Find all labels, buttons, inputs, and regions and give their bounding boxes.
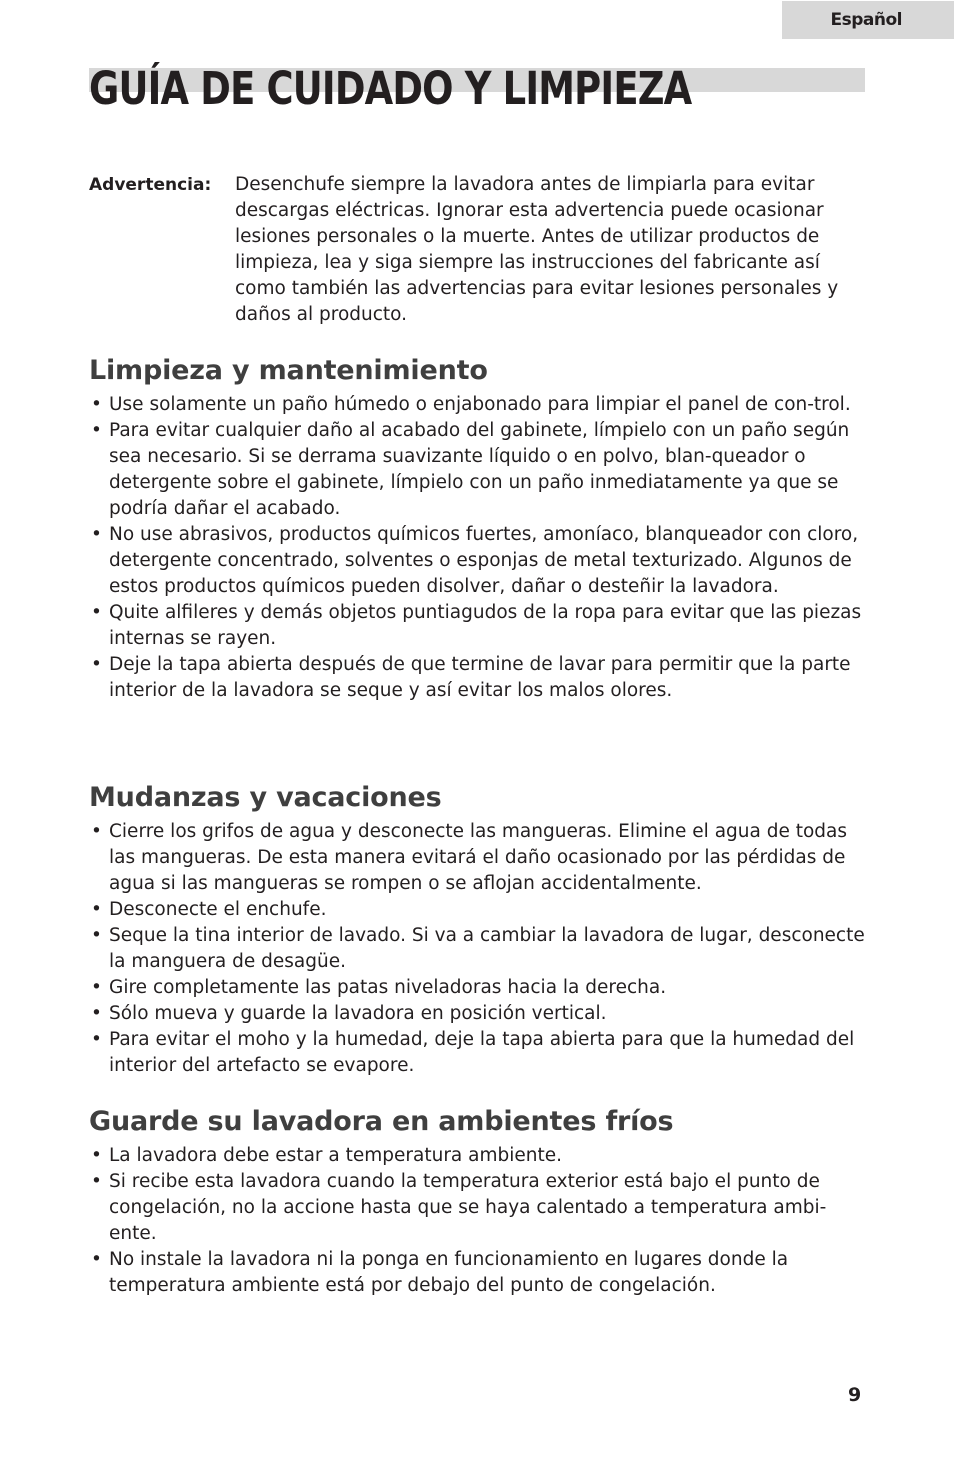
- list-item: • Cierre los grifos de agua y desconecte las mangueras. Elimine el agua de todas las mangueras. De esta manera evitará el daño ocasionado por las pérdidas de agua si las mangueras se rompen o se aflojan accidentalmente.: [89, 819, 869, 897]
- language-tab-label: Español: [830, 10, 902, 30]
- warning-label: Advertencia:: [89, 175, 212, 195]
- list-item: • Para evitar cualquier daño al acabado del gabinete, límpielo con un paño según sea necesario. Si se derrama suavizante líquido o en polvo, blan-queador o detergente sobre el gabinete, límpielo con un paño inmediatamente ya que se podría dañar el acabado.: [89, 418, 869, 522]
- page-title: GUÍA DE CUIDADO Y LIMPIEZA: [89, 62, 692, 115]
- list-item: • No use abrasivos, productos químicos fuertes, amoníaco, blanqueador con cloro, detergente concentrado, solventes o esponjas de metal texturizado. Algunos de estos productos químicos pueden disolver, dañar o desteñir la lavadora.: [89, 522, 869, 600]
- section-heading-cleaning: Limpieza y mantenimiento: [89, 355, 488, 386]
- page-number: 9: [848, 1384, 862, 1406]
- list-item: • Para evitar el moho y la humedad, deje la tapa abierta para que la humedad del interior del artefacto se evapore.: [89, 1027, 869, 1079]
- list-item: • Quite alfileres y demás objetos puntiagudos de la ropa para evitar que las piezas internas se rayen.: [89, 600, 869, 652]
- warning-block: [89, 172, 869, 328]
- section-heading-moving: Mudanzas y vacaciones: [89, 782, 442, 813]
- list-item: • Seque la tina interior de lavado. Si va a cambiar la lavadora de lugar, desconecte la manguera de desagüe.: [89, 923, 869, 975]
- list-item: • Deje la tapa abierta después de que termine de lavar para permitir que la parte interior de la lavadora se seque y así evitar los malos olores.: [89, 652, 869, 704]
- cleaning-list: [89, 392, 869, 704]
- list-item: • Si recibe esta lavadora cuando la temperatura exterior está bajo el punto de congelación, no la accione hasta que se haya calentado a temperatura ambi-ente.: [89, 1169, 869, 1247]
- section-heading-cold-storage: Guarde su lavadora en ambientes fríos: [89, 1106, 674, 1137]
- cold-storage-list: [89, 1143, 869, 1299]
- list-item: • No instale la lavadora ni la ponga en funcionamiento en lugares donde la temperatura ambiente está por debajo del punto de congelación.: [89, 1247, 869, 1299]
- language-tab: [782, 1, 954, 39]
- list-item: • La lavadora debe estar a temperatura ambiente.: [89, 1143, 869, 1169]
- list-item: • Gire completamente las patas niveladoras hacia la derecha.: [89, 975, 869, 1001]
- list-item: • Desconecte el enchufe.: [89, 897, 869, 923]
- moving-list: [89, 819, 869, 1079]
- list-item: • Use solamente un paño húmedo o enjabonado para limpiar el panel de con-trol.: [89, 392, 869, 418]
- warning-text: Desenchufe siempre la lavadora antes de limpiarla para evitar descargas eléctricas. Ignorar esta advertencia puede ocasionar lesiones personales o la muerte. Antes de utilizar productos de limpieza, lea y siga siempre las instrucciones del fabricante así como también las advertencias para evitar lesiones personales y daños al producto.: [235, 174, 839, 325]
- list-item: • Sólo mueva y guarde la lavadora en posición vertical.: [89, 1001, 869, 1027]
